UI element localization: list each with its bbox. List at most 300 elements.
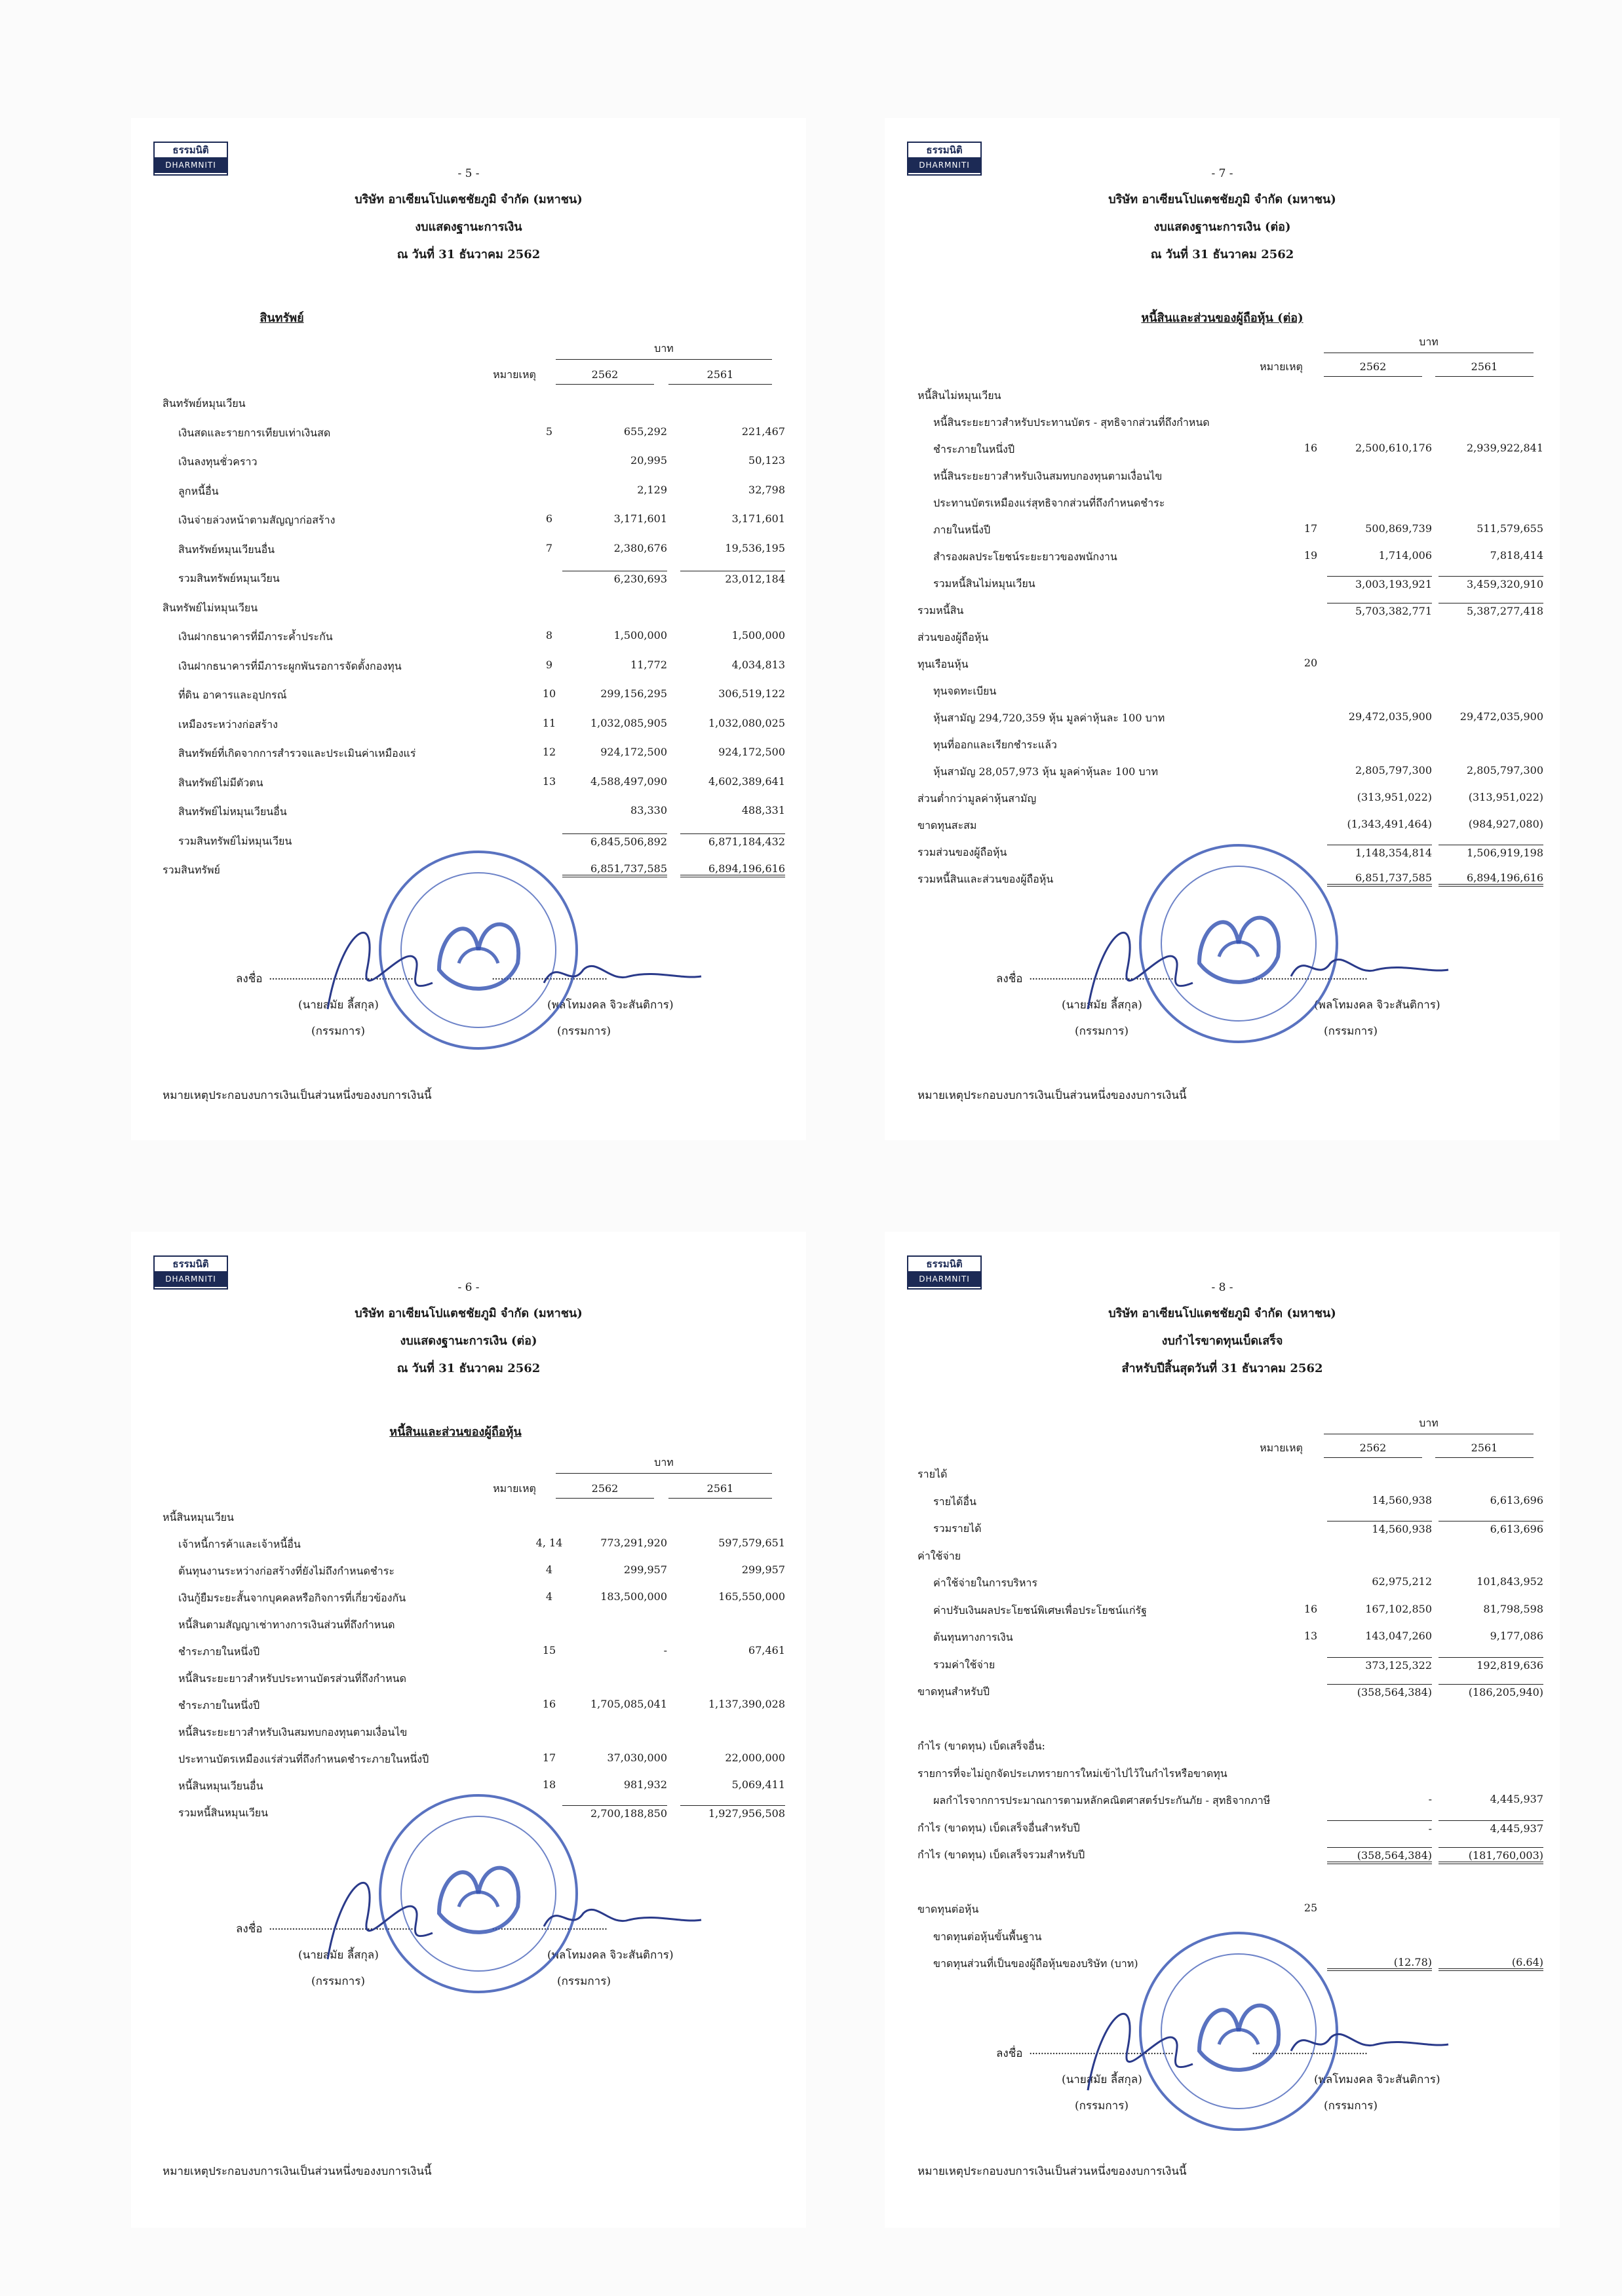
statement-table (917, 1459, 1543, 1976)
table-row (917, 1622, 1543, 1649)
signer-1-name: (นายสมัย ลี้สกุล) (1062, 999, 1142, 1012)
value-2562: - (1428, 1793, 1432, 1805)
sign-label: ลงชื่อ (996, 2047, 1023, 2060)
year-2561-header: 2561 (1435, 358, 1534, 377)
sign-line-2: ........................................ (1252, 970, 1368, 983)
row-note: 16 (542, 1698, 556, 1710)
row-note: 7 (545, 541, 553, 554)
row-label: สินทรัพย์หมุนเวียนอื่น (178, 543, 275, 556)
value-2562: 1,032,085,905 (590, 716, 667, 729)
value-2561: 19,536,195 (725, 541, 785, 554)
value-2561: 50,123 (748, 454, 785, 467)
value-2562: 14,560,938 (1327, 1521, 1432, 1535)
row-label: เงินฝากธนาคารที่มีภาระค้ำประกัน (178, 630, 333, 643)
value-2561: 1,500,000 (731, 629, 785, 641)
table-row (917, 568, 1543, 595)
statement-title: งบกำไรขาดทุนเบ็ดเสร็จ (1161, 1334, 1283, 1348)
value-2561: 101,843,952 (1477, 1575, 1543, 1588)
table-row (917, 1486, 1543, 1514)
value-2562: 1,500,000 (613, 629, 667, 641)
note-column-header: หมายเหตุ (493, 1482, 536, 1495)
value-2562: 37,030,000 (607, 1751, 667, 1764)
value-2562: 1,705,085,041 (590, 1698, 667, 1710)
table-row (917, 1567, 1543, 1595)
value-2562: 62,975,212 (1372, 1575, 1432, 1588)
value-2561: 7,818,414 (1490, 549, 1543, 562)
row-label: รวมหนี้สินไม่หมุนเวียน (933, 577, 1035, 590)
year-2561-header: 2561 (1435, 1439, 1534, 1458)
value-2562: 6,851,737,585 (562, 862, 667, 877)
signer-2-role: (กรรมการ) (1324, 2099, 1378, 2113)
value-2561: 3,171,601 (731, 512, 785, 525)
year-2561-header: 2561 (668, 366, 772, 385)
row-note: 9 (545, 658, 553, 671)
table-row (163, 505, 785, 534)
sign-label: ลงชื่อ (996, 972, 1023, 985)
row-label: ชำระภายในหนึ่งปี (178, 1645, 260, 1658)
value-2561: 2,939,922,841 (1466, 442, 1543, 454)
row-label: รายได้ (917, 1468, 948, 1480)
value-2562: 29,472,035,900 (1348, 710, 1432, 723)
row-label: รวมหนี้สิน (917, 604, 964, 617)
row-label: ลูกหนี้อื่น (178, 484, 219, 497)
value-2562: 981,932 (623, 1778, 667, 1791)
value-2562: 2,129 (637, 483, 667, 496)
value-2561: (313,951,022) (1468, 791, 1543, 803)
table-row (917, 756, 1543, 783)
value-2561: (6.64) (1439, 1956, 1543, 1971)
row-label: ประทานบัตรเหมืองแร่ส่วนที่ถึงกำหนดชำระภายในหนึ่งปี (178, 1753, 429, 1765)
signer-2-role: (กรรมการ) (1324, 1025, 1378, 1038)
year-2562-header: 2562 (1324, 1439, 1422, 1458)
value-2561: 597,579,651 (718, 1537, 785, 1549)
footer-note: หมายเหตุประกอบงบการเงินเป็นส่วนหนึ่งของงบการเงินนี้ (163, 2165, 432, 2178)
value-2562: 20,995 (630, 454, 667, 467)
statement-table (163, 388, 785, 884)
value-2562: - (1327, 1820, 1432, 1835)
value-2562: (358,564,384) (1327, 1684, 1432, 1698)
page-number: - 5 - (457, 167, 480, 180)
signer-2-name: (พลโทมงคล จิวะสันติการ) (547, 1949, 674, 1962)
table-row (917, 1812, 1543, 1840)
table-row (163, 534, 785, 564)
value-2561: 488,331 (741, 804, 785, 816)
section-title: หนี้สินและส่วนของผู้ถือหุ้น (ต่อ) (1141, 311, 1303, 325)
value-2562: 6,851,737,585 (1327, 871, 1432, 887)
table-row (163, 563, 785, 592)
logo-thai-text: ธรรมนิติ (908, 143, 980, 157)
row-label: ทุนเรือนหุ้น (917, 658, 969, 670)
row-label: ภายในหนึ่งปี (933, 524, 991, 536)
row-label: ผลกำไรจากการประมาณการตามหลักคณิตศาสตร์ประกันภัย - สุทธิจากภาษี (933, 1794, 1271, 1807)
value-2561: 67,461 (748, 1644, 785, 1656)
row-label: กำไร (ขาดทุน) เบ็ดเสร็จอื่น: (917, 1740, 1045, 1752)
value-2562: 2,500,610,176 (1355, 442, 1432, 454)
year-2561-header: 2561 (668, 1480, 772, 1499)
sign-line-1: .................................................. (269, 970, 414, 983)
note-column-header: หมายเหตุ (493, 368, 536, 381)
value-2561: 1,032,080,025 (708, 716, 785, 729)
value-2561: (181,760,003) (1439, 1847, 1543, 1864)
statement-title: งบแสดงฐานะการเงิน (ต่อ) (1153, 220, 1291, 234)
row-label: สินทรัพย์ไม่หมุนเวียน (163, 601, 258, 614)
sign-label: ลงชื่อ (236, 972, 263, 985)
row-note: 10 (542, 687, 556, 700)
row-label: ชำระภายในหนึ่งปี (178, 1699, 260, 1712)
table-row (917, 1704, 1539, 1731)
row-label: หนี้สินไม่หมุนเวียน (917, 389, 1001, 402)
value-2561: 511,579,655 (1477, 522, 1543, 535)
value-2561: 5,069,411 (731, 1778, 785, 1791)
page-number: - 7 - (1211, 167, 1233, 180)
value-2561: 306,519,122 (718, 687, 785, 700)
table-row (163, 476, 785, 505)
table-row (163, 1609, 779, 1636)
row-label: สำรองผลประโยชน์ระยะยาวของพนักงาน (933, 550, 1117, 563)
year-2562-header: 2562 (556, 1480, 654, 1499)
row-note: 15 (542, 1644, 556, 1656)
value-2561: (186,205,940) (1439, 1684, 1543, 1698)
value-2562: 143,047,260 (1365, 1630, 1432, 1642)
currency-unit: บาท (556, 1455, 772, 1474)
table-row (917, 783, 1543, 810)
row-label: หนี้สินระยะยาวสำหรับเงินสมทบกองทุนตามเงื่อนไข (178, 1726, 408, 1738)
table-row (163, 1744, 785, 1770)
signature-1-scribble (301, 891, 472, 1022)
row-label: รวมรายได้ (933, 1522, 982, 1535)
page-8 (885, 1232, 1560, 2228)
value-2562: (313,951,022) (1357, 791, 1432, 803)
table-row (917, 488, 1539, 514)
value-2562: 83,330 (630, 804, 667, 816)
row-label: เงินลงทุนชั่วคราว (178, 455, 258, 468)
table-row (917, 1785, 1543, 1812)
row-label: ค่าปรับเงินผลประโยชน์พิเศษเพื่อประโยชน์แก่รัฐ (933, 1603, 1147, 1617)
row-label: ประทานบัตรเหมืองแร่สุทธิจากส่วนที่ถึงกำหนดชำระ (933, 497, 1165, 509)
table-row (163, 1636, 785, 1663)
signature-2-scribble (1284, 2018, 1455, 2071)
signer-1-name: (นายสมัย ลี้สกุล) (298, 1949, 379, 1962)
value-2561: 299,957 (741, 1563, 785, 1576)
table-row (917, 702, 1543, 729)
table-row (163, 446, 785, 476)
table-row (917, 1459, 1539, 1486)
table-row (917, 595, 1543, 622)
table-row (163, 621, 785, 651)
value-2562: 4,588,497,090 (590, 775, 667, 788)
table-row (917, 1758, 1539, 1786)
logo-en-text: DHARMNITI (155, 1271, 227, 1287)
value-2562: 655,292 (623, 425, 667, 438)
value-2562: 924,172,500 (600, 746, 667, 758)
page-header (131, 1275, 806, 1383)
table-row (163, 1529, 785, 1556)
row-label: รวมสินทรัพย์ (163, 864, 220, 876)
page-header (131, 161, 806, 269)
row-note: 13 (1303, 1630, 1318, 1642)
table-row (917, 1731, 1539, 1758)
value-2561: 29,472,035,900 (1459, 710, 1543, 723)
row-label: ขาดทุนสำหรับปี (917, 1685, 990, 1698)
logo-thai-text: ธรรมนิติ (908, 1257, 980, 1271)
page-number: - 8 - (1211, 1281, 1233, 1294)
row-label: ขาดทุนต่อหุ้น (917, 1903, 979, 1915)
table-row (163, 1690, 785, 1717)
row-label: ขาดทุนส่วนที่เป็นของผู้ถือหุ้นของบริษัท (บาท) (933, 1957, 1138, 1970)
value-2561: 81,798,598 (1483, 1602, 1543, 1615)
row-label: เจ้าหนี้การค้าและเจ้าหนี้อื่น (178, 1538, 301, 1550)
company-name: บริษัท อาเซียนโปแตชชัยภูมิ จำกัด (มหาชน) (355, 193, 583, 206)
table-row (917, 461, 1539, 488)
table-row (163, 651, 785, 680)
row-label: หุ้นสามัญ 28,057,973 หุ้น มูลค่าหุ้นละ 100 บาท (933, 765, 1159, 778)
table-row (163, 796, 785, 826)
row-label: หุ้นสามัญ 294,720,359 หุ้น มูลค่าหุ้นละ 100 บาท (933, 712, 1165, 724)
row-note: 4 (545, 1590, 553, 1603)
row-label: ทุนจดทะเบียน (933, 685, 997, 697)
row-note: 4 (545, 1563, 553, 1576)
row-note: 8 (545, 629, 553, 641)
row-label: สินทรัพย์หมุนเวียน (163, 397, 246, 410)
footer-note: หมายเหตุประกอบงบการเงินเป็นส่วนหนึ่งของงบการเงินนี้ (917, 1089, 1187, 1102)
value-2562: 299,156,295 (600, 687, 667, 700)
value-2562: (358,564,384) (1327, 1847, 1432, 1864)
value-2562: 3,003,193,921 (1327, 576, 1432, 590)
row-label: ขาดทุนต่อหุ้นขั้นพื้นฐาน (933, 1930, 1042, 1943)
row-label: รวมหนี้สินและส่วนของผู้ถือหุ้น (917, 873, 1054, 885)
row-label: กำไร (ขาดทุน) เบ็ดเสร็จอื่นสำหรับปี (917, 1821, 1080, 1834)
table-row (917, 407, 1539, 434)
table-row (163, 767, 785, 797)
page-number: - 6 - (457, 1281, 480, 1294)
signature-2-scribble (537, 1894, 708, 1946)
signer-2-role: (กรรมการ) (557, 1025, 611, 1038)
sign-line-2: ........................................ (1252, 2044, 1368, 2057)
signature-1-scribble (1062, 891, 1232, 1022)
table-row (917, 1513, 1543, 1540)
table-row (163, 1663, 779, 1690)
table-row (917, 622, 1539, 649)
row-label: สินทรัพย์ที่เกิดจากการสำรวจและประเมินค่าเหมืองแร่ (178, 747, 416, 759)
row-note: 17 (1303, 522, 1318, 535)
signer-2-role: (กรรมการ) (557, 1975, 611, 1988)
value-2561: 22,000,000 (725, 1751, 785, 1764)
row-label: เงินฝากธนาคารที่มีภาระผูกพันรอการจัดตั้งกองทุน (178, 659, 402, 672)
table-row (917, 514, 1543, 541)
value-2562: (1,343,491,464) (1347, 818, 1432, 830)
row-label: หนี้สินระยะยาวสำหรับประทานบัตรส่วนที่ถึงกำหนด (178, 1672, 406, 1685)
signature-2-scribble (1284, 944, 1455, 996)
statement-date: ณ วันที่ 31 ธันวาคม 2562 (1150, 248, 1294, 261)
value-2561: 6,894,196,616 (1439, 871, 1543, 887)
sign-line-1: .................................................. (1029, 970, 1174, 983)
page-6 (131, 1232, 806, 2228)
value-2561: 32,798 (748, 483, 785, 496)
value-2561: 9,177,086 (1490, 1630, 1543, 1642)
statement-date: สำหรับปีสิ้นสุดวันที่ 31 ธันวาคม 2562 (1121, 1362, 1323, 1375)
row-note: 19 (1303, 549, 1318, 562)
row-label: กำไร (ขาดทุน) เบ็ดเสร็จรวมสำหรับปี (917, 1848, 1085, 1861)
row-note: 25 (1303, 1902, 1318, 1914)
row-label: เหมืองระหว่างก่อสร้าง (178, 718, 278, 731)
signer-1-role: (กรรมการ) (311, 1025, 365, 1038)
company-name: บริษัท อาเซียนโปแตชชัยภูมิ จำกัด (มหาชน) (355, 1307, 583, 1320)
page-header (885, 161, 1560, 269)
row-label: ส่วนต่ำกว่ามูลค่าหุ้นสามัญ (917, 792, 1037, 805)
row-label: ชำระภายในหนึ่งปี (933, 443, 1015, 455)
value-2561: 6,613,696 (1439, 1521, 1543, 1535)
value-2562: 167,102,850 (1365, 1602, 1432, 1615)
note-column-header: หมายเหตุ (1260, 360, 1303, 373)
logo-thai-text: ธรรมนิติ (155, 1257, 227, 1271)
value-2561: 6,613,696 (1490, 1493, 1543, 1506)
row-label: รายการที่จะไม่ถูกจัดประเภทรายการใหม่เข้าไปไว้ในกำไรหรือขาดทุน (917, 1767, 1227, 1780)
row-label: รวมส่วนของผู้ถือหุ้น (917, 846, 1007, 858)
value-2561: 2,805,797,300 (1466, 764, 1543, 776)
table-row (917, 649, 1539, 676)
row-label: หนี้สินระยะยาวสำหรับเงินสมทบกองทุนตามเงื่อนไข (933, 470, 1163, 482)
signer-2-name: (พลโทมงคล จิวะสันติการ) (1314, 999, 1440, 1012)
row-note: 18 (542, 1778, 556, 1791)
row-label: ต้นทุนงานระหว่างก่อสร้างที่ยังไม่ถึงกำหนดชำระ (178, 1565, 395, 1577)
row-note: 17 (542, 1751, 556, 1764)
row-label: ทุนที่ออกและเรียกชำระแล้ว (933, 738, 1057, 751)
statement-table (917, 380, 1543, 890)
table-row (163, 1582, 785, 1609)
sign-line-1: .................................................. (1029, 2044, 1174, 2057)
row-label: หนี้สินตามสัญญาเช่าทางการเงินส่วนที่ถึงกำหนด (178, 1618, 395, 1631)
statement-date: ณ วันที่ 31 ธันวาคม 2562 (396, 248, 541, 261)
table-row (163, 592, 779, 622)
table-row (163, 679, 785, 709)
table-row (917, 1595, 1543, 1622)
logo-thai-text: ธรรมนิติ (155, 143, 227, 157)
value-2561: 165,550,000 (718, 1590, 785, 1603)
table-row (917, 380, 1539, 407)
value-2561: 23,012,184 (680, 571, 785, 585)
row-label: เงินสดและรายการเทียบเท่าเงินสด (178, 426, 331, 439)
sign-line-1: .................................................. (269, 1920, 414, 1933)
row-label: หนี้สินระยะยาวสำหรับประทานบัตร - สุทธิจากส่วนที่ถึงกำหนด (933, 416, 1210, 429)
table-row (163, 709, 785, 738)
row-note: 5 (545, 425, 553, 438)
value-2561: 1,927,956,508 (680, 1805, 785, 1820)
value-2561: 5,387,277,418 (1439, 603, 1543, 617)
signer-1-role: (กรรมการ) (1075, 1025, 1129, 1038)
section-title: สินทรัพย์ (260, 311, 304, 325)
table-row (163, 417, 785, 447)
table-row (163, 1502, 779, 1529)
value-2562: 2,805,797,300 (1355, 764, 1432, 776)
value-2562: 373,125,322 (1327, 1657, 1432, 1672)
row-label: รวมสินทรัพย์หมุนเวียน (178, 572, 280, 584)
value-2562: 11,772 (630, 658, 667, 671)
signer-2-name: (พลโทมงคล จิวะสันติการ) (547, 999, 674, 1012)
row-label: หนี้สินหมุนเวียน (163, 1511, 234, 1523)
row-label: หนี้สินหมุนเวียนอื่น (178, 1780, 263, 1792)
row-label: เงินจ่ายล่วงหน้าตามสัญญาก่อสร้าง (178, 514, 336, 526)
year-2562-header: 2562 (556, 366, 654, 385)
row-note: 12 (542, 746, 556, 758)
table-row (163, 388, 779, 417)
company-name: บริษัท อาเซียนโปแตชชัยภูมิ จำกัด (มหาชน) (1108, 193, 1336, 206)
statement-title: งบแสดงฐานะการเงิน (415, 220, 522, 234)
value-2562: 2,700,188,850 (562, 1805, 667, 1820)
value-2562: 2,380,676 (613, 541, 667, 554)
table-row (917, 1540, 1539, 1568)
value-2562: 299,957 (623, 1563, 667, 1576)
row-note: 11 (542, 716, 556, 729)
row-note: 20 (1303, 657, 1318, 669)
row-note: 4, 14 (535, 1537, 563, 1549)
page-7 (885, 118, 1560, 1140)
signer-1-name: (นายสมัย ลี้สกุล) (298, 999, 379, 1012)
value-2561: 4,034,813 (731, 658, 785, 671)
footer-note: หมายเหตุประกอบงบการเงินเป็นส่วนหนึ่งของงบการเงินนี้ (163, 1089, 432, 1102)
value-2562: 183,500,000 (600, 1590, 667, 1603)
row-label: ขาดทุนสะสม (917, 819, 977, 832)
page-5 (131, 118, 806, 1140)
value-2561: 221,467 (741, 425, 785, 438)
row-label: ต้นทุนทางการเงิน (933, 1631, 1013, 1643)
value-2562: 500,869,739 (1365, 522, 1432, 535)
value-2562: 1,714,006 (1378, 549, 1432, 562)
row-note: 16 (1303, 442, 1318, 454)
year-2562-header: 2562 (1324, 358, 1422, 377)
value-2562: 14,560,938 (1372, 1493, 1432, 1506)
currency-unit: บาท (1324, 1415, 1534, 1434)
row-label: เงินกู้ยืมระยะสั้นจากบุคคลหรือกิจการที่เกี่ยวข้องกัน (178, 1592, 406, 1604)
row-label: ส่วนของผู้ถือหุ้น (917, 631, 989, 643)
value-2561: 6,894,196,616 (680, 862, 785, 877)
page-header (885, 1275, 1560, 1383)
statement-date: ณ วันที่ 31 ธันวาคม 2562 (396, 1362, 541, 1375)
currency-unit: บาท (1324, 334, 1534, 353)
row-label: สินทรัพย์ไม่มีตัวตน (178, 776, 263, 789)
currency-unit: บาท (556, 341, 772, 360)
table-row (917, 1839, 1543, 1867)
table-row (917, 1867, 1539, 1894)
table-row (163, 738, 785, 767)
value-2562: 1,148,354,814 (1327, 845, 1432, 859)
table-row (917, 434, 1543, 461)
table-row (163, 1717, 779, 1744)
row-label: ค่าใช้จ่าย (917, 1549, 961, 1562)
value-2561: 4,602,389,641 (708, 775, 785, 788)
signature-2-scribble (537, 950, 708, 1003)
signer-1-role: (กรรมการ) (1075, 2099, 1129, 2113)
row-note: 16 (1303, 1602, 1318, 1615)
value-2562: 5,703,382,771 (1327, 603, 1432, 617)
value-2561: 924,172,500 (718, 746, 785, 758)
section-title: หนี้สินและส่วนของผู้ถือหุ้น (389, 1425, 522, 1439)
signer-1-role: (กรรมการ) (311, 1975, 365, 1988)
company-name: บริษัท อาเซียนโปแตชชัยภูมิ จำกัด (มหาชน) (1108, 1307, 1336, 1320)
value-2562: 6,845,506,892 (562, 833, 667, 848)
value-2562: 773,291,920 (600, 1537, 667, 1549)
signature-1-scribble (1062, 1972, 1232, 2103)
row-label: ค่าใช้จ่ายในการบริหาร (933, 1577, 1037, 1589)
table-row (917, 729, 1539, 756)
logo-en-text: DHARMNITI (908, 1271, 980, 1287)
value-2561: 4,445,937 (1490, 1793, 1543, 1805)
row-label: สินทรัพย์ไม่หมุนเวียนอื่น (178, 805, 287, 818)
row-note: 6 (545, 512, 553, 525)
value-2561: 4,445,937 (1439, 1820, 1543, 1835)
table-row (163, 1556, 785, 1582)
footer-note: หมายเหตุประกอบงบการเงินเป็นส่วนหนึ่งของงบการเงินนี้ (917, 2165, 1187, 2178)
value-2562: 3,171,601 (613, 512, 667, 525)
